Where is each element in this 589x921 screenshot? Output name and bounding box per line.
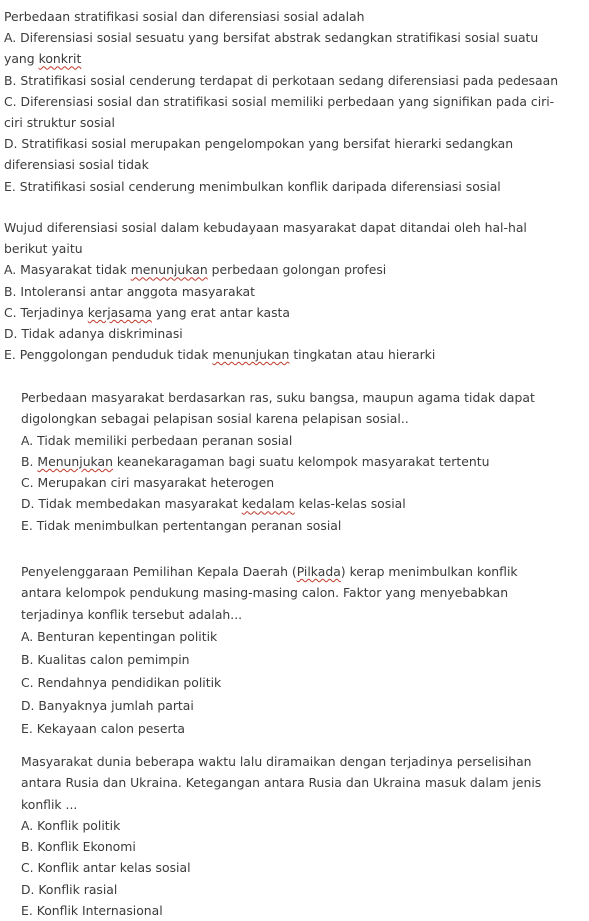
spellcheck-word: kerjasama — [87, 304, 152, 320]
question-1-stem: Perbedaan stratifikasi sosial dan diferensiasi sosial adalah — [4, 9, 365, 24]
question-1-option-a: A. Diferensiasi sosial sesuatu yang bersifat abstrak sedangkan stratifikasi sosial suatu — [4, 30, 539, 46]
text-segment: E. Tidak menimbulkan pertentangan peranan sosial — [21, 517, 342, 533]
spellcheck-word: Pilkada — [296, 564, 341, 579]
text-segment: C. Merupakan ciri masyarakat heterogen — [21, 475, 275, 491]
question-4-option-e: E. Kekayaan calon peserta — [21, 720, 186, 736]
question-4-option-a: A. Benturan kepentingan politik — [21, 628, 218, 644]
text-segment: A. Masyarakat tidak — [4, 262, 131, 278]
question-2-stem: Wujud diferensiasi sosial dalam kebudayaan masyarakat dapat ditandai oleh hal-hal — [4, 220, 527, 235]
text-segment: A. Tidak memiliki perbedaan peranan sosial — [21, 432, 293, 448]
text-segment: C. Terjadinya — [4, 304, 88, 320]
question-3-option-c — [21, 472, 581, 493]
question-2 — [4, 217, 564, 365]
question-3 — [21, 387, 581, 536]
question-5-option-a: A. Konflik politik — [21, 817, 121, 833]
spellcheck-word: konkrit — [38, 51, 82, 67]
question-4-stem — [21, 561, 581, 582]
question-5-stem: Masyarakat dunia beberapa waktu lalu diramaikan dengan terjadinya perselisihan — [21, 754, 532, 769]
question-3-option-d — [21, 493, 581, 514]
question-5-stem: konflik ... — [21, 796, 78, 812]
question-5-option-c: C. Konflik antar kelas sosial — [21, 860, 191, 876]
text-segment: B. Intoleransi antar anggota masyarakat — [4, 283, 255, 299]
question-3-stem: digolongkan sebagai pelapisan sosial karena pelapisan sosial.. — [21, 411, 409, 427]
question-1-option-d-wrap: diferensiasi sosial tidak — [4, 157, 149, 173]
text-segment: keanekaragaman bagi suatu kelompok masyarakat tertentu — [112, 453, 490, 469]
text-segment: tingkatan atau hierarki — [289, 347, 436, 363]
text-segment: E. Penggolongan penduduk tidak — [4, 347, 213, 363]
spellcheck-word: kedalam — [241, 496, 295, 512]
question-3-option-b — [21, 451, 581, 472]
question-4-stem: terjadinya konflik tersebut adalah... — [21, 606, 243, 622]
text-segment: D. Tidak membedakan masyarakat — [21, 496, 242, 512]
question-2-option-e — [4, 344, 564, 365]
question-3-option-e — [21, 515, 581, 536]
text-segment: B. — [21, 453, 38, 469]
question-1 — [4, 6, 564, 197]
question-5-option-e: E. Konflik Internasional — [21, 903, 163, 919]
question-3-option-a — [21, 430, 581, 451]
question-4 — [21, 561, 581, 740]
text-segment: kelas-kelas sosial — [294, 496, 406, 512]
question-1-option-a-wrap: yang konkrit — [4, 51, 82, 67]
question-5-stem: antara Rusia dan Ukraina. Ketegangan antara Rusia dan Ukraina masuk dalam jenis — [21, 775, 542, 791]
text-segment: D. Tidak adanya diskriminasi — [4, 325, 183, 341]
spellcheck-word: Menunjukan — [37, 453, 113, 469]
question-5 — [21, 751, 581, 921]
question-2-option-a — [4, 259, 564, 280]
question-1-option-e: E. Stratifikasi sosial cenderung menimbulkan konflik daripada diferensiasi sosial — [4, 178, 501, 194]
question-1-option-b: B. Stratifikasi sosial cenderung terdapat di perkotaan sedang diferensiasi pada pedesaan — [4, 72, 559, 88]
question-2-option-c — [4, 302, 564, 323]
question-1-option-c-wrap: ciri struktur sosial — [4, 114, 115, 130]
question-4-option-d: D. Banyaknya jumlah partai — [21, 697, 194, 713]
text-segment: yang erat antar kasta — [151, 304, 290, 320]
question-5-option-b: B. Konflik Ekonomi — [21, 839, 136, 855]
question-1-option-d: D. Stratifikasi sosial merupakan pengelompokan yang bersifat hierarki sedangkan — [4, 136, 514, 152]
question-3-stem: Perbedaan masyarakat berdasarkan ras, suku bangsa, maupun agama tidak dapat — [21, 390, 535, 405]
text-segment: ) kerap menimbulkan konflik — [340, 564, 518, 579]
question-2-option-d — [4, 323, 564, 344]
text-segment: perbedaan golongan profesi — [207, 262, 387, 278]
question-2-option-b — [4, 281, 564, 302]
question-4-option-b: B. Kualitas calon pemimpin — [21, 651, 190, 667]
text-segment: Penyelenggaraan Pemilihan Kepala Daerah ( — [21, 564, 297, 579]
question-4-option-c: C. Rendahnya pendidikan politik — [21, 674, 222, 690]
spellcheck-word: menunjukan — [212, 347, 290, 363]
question-4-stem: antara kelompok pendukung masing-masing calon. Faktor yang menyebabkan — [21, 585, 509, 601]
question-2-stem: berikut yaitu — [4, 241, 83, 257]
question-5-option-d: D. Konflik rasial — [21, 881, 118, 897]
spellcheck-word: menunjukan — [130, 262, 208, 278]
question-1-option-c: C. Diferensiasi sosial dan stratifikasi sosial memiliki perbedaan yang signifikan pada ciri- — [4, 93, 555, 109]
